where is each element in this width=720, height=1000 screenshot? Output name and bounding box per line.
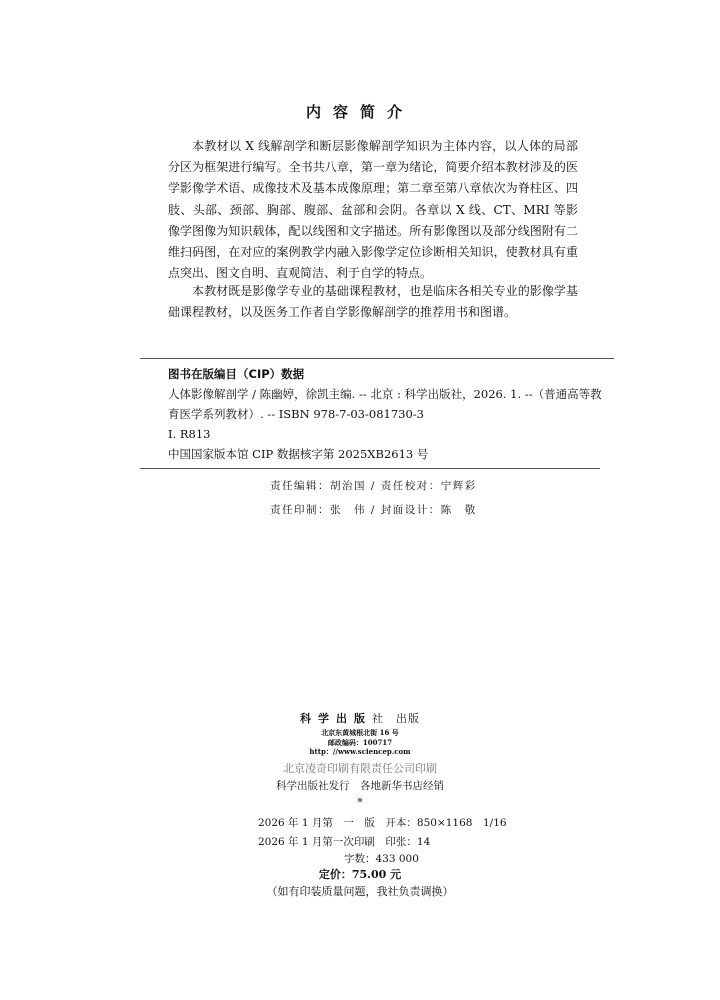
price: 定价：75.00 元 xyxy=(318,868,402,881)
summary-paragraph-2: 本教材既是影像学专业的基础课程教材，也是临床各相关专业的影像学基础课程教材，以及医务工作者自学影像解剖学的推荐用书和图谱。 xyxy=(168,284,578,320)
cip-top-rule xyxy=(140,358,614,359)
cip-heading: 图书在版编目（CIP）数据 xyxy=(168,367,305,381)
cip-catalog-line: 人体影像解剖学 / 陈幽婷，徐凯主编. -- 北京 : 科学出版社，2026. 1. --（普通高等教育医学系列教材）. -- ISBN 978-7-03-081730-3 xyxy=(168,387,602,421)
distributor-line: 科学出版社发行 各地新华书店经销 xyxy=(276,780,444,792)
publisher-suffix: 社 出版 xyxy=(372,712,420,725)
edition-spec: 2026 年 1 月第 一 版 开本：850×1168 1/16 xyxy=(258,817,507,829)
publisher-line xyxy=(0,710,720,726)
quality-notice: （如有印装质量问题，我社负责调换） xyxy=(266,885,454,898)
publisher-postcode: 邮政编码：100717 xyxy=(327,738,393,747)
publisher-address: 北京东黄城根北街 16 号 xyxy=(321,728,399,737)
cip-bottom-rule xyxy=(140,468,600,469)
word-count: 字数：433 000 xyxy=(344,853,419,865)
summary-paragraph-1: 本教材以 X 线解剖学和断层影像解剖学知识为主体内容，以人体的局部分区为框架进行编写。全书共八章，第一章为绪论，简要介绍本教材涉及的医学影像学术语、成像技术及基本成像原理；第二章至第八章依次为脊柱区、四肢、头部、颈部、胸部、腹部、盆部和会阴。各章以 X 线、CT、MRI 等影像学图像为知识载体，配以线图和文字描述。所有影像图以及部分线图附有二维扫码图，在对应的案例教学内融入影像学定位诊断相关知识，使教材具有重点突出、图文自明、直观简洁、利于自学的特点。 xyxy=(168,139,578,281)
responsible-editors: 责任编辑：胡治国 / 责任校对：宁辉彩 xyxy=(270,480,477,492)
cip-classification: Ⅰ. R813 xyxy=(168,427,211,441)
summary-title: 内容简介 xyxy=(305,103,414,121)
responsible-production: 责任印制：张 伟 / 封面设计：陈 敬 xyxy=(270,504,477,516)
separator-star: * xyxy=(357,796,363,809)
cip-record-number: 中国国家版本馆 CIP 数据核字第 2025XB2613 号 xyxy=(168,447,429,461)
publisher-logotype: 科学出版 xyxy=(300,712,372,725)
printer-line: 北京凌奇印刷有限责任公司印刷 xyxy=(283,762,437,775)
publisher-website: http：//www.sciencep.com xyxy=(309,747,411,756)
cip-block xyxy=(168,364,608,464)
printing-spec: 2026 年 1 月第一次印刷 印张：14 xyxy=(258,836,431,848)
